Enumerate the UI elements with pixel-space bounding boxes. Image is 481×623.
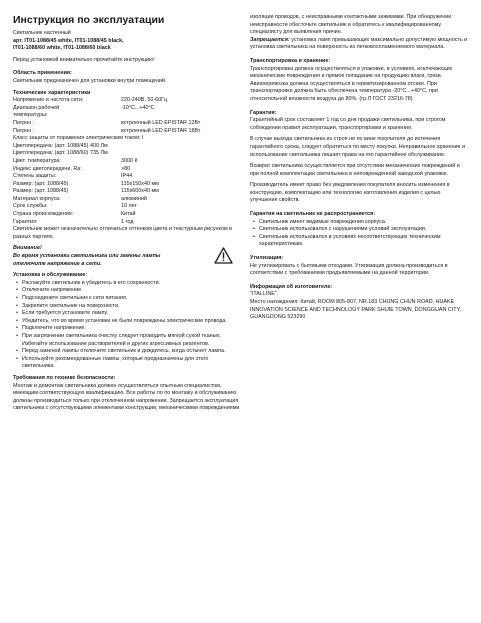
- spec-key: Гарантия:: [13, 218, 38, 225]
- scope-heading: Область применения:: [13, 70, 72, 77]
- spec-key: Степень защиты:: [13, 173, 57, 180]
- spec-row: [13, 173, 241, 181]
- product-articles-2: IT01-1088/60 white, IT01-1088/60 black: [13, 45, 111, 52]
- forbidden-body: установка ламп превышающих максимально допустимую мощность и установка светильника на поверхность из легковоспламеняемого материала.: [250, 36, 468, 51]
- forbidden-text: [250, 37, 468, 52]
- spec-row: [13, 203, 241, 211]
- warranty-heading: Гарантия:: [250, 109, 277, 116]
- spec-row: [13, 181, 241, 189]
- warranty-text-4: Производитель имеет право без уведомления покупателя вносить изменения в конструкцию, комплектацию или технологию изготовления изделия с целью улучшения свойств.: [250, 182, 450, 204]
- color-variation-note: Светильник может незначительно отличаться оттенком цвета и текстурным рисунком в разных партиях.: [13, 226, 233, 240]
- list-item: • Используйте рекомендованные лампы, которые предназначены для этого светильника.: [13, 356, 241, 371]
- list-item: • Убедитесь, что во время установки не были повреждены электрические провода.: [13, 318, 241, 326]
- product-type: Светильник настенный: [13, 30, 71, 36]
- list-item: • Закрепите светильник на поверхности.: [13, 303, 241, 311]
- no-warranty-heading: Гарантия на светильник не распространяется:: [250, 211, 376, 218]
- warning-text: Во время установки светильника или замены лампы отключите напряжение в сети.: [13, 253, 161, 267]
- install-list: [13, 280, 241, 371]
- disposal-heading: Утилизация:: [250, 255, 284, 262]
- specs-heading: Технические характеристики: [13, 89, 91, 96]
- spec-value: 115x150x40 мм: [121, 180, 159, 187]
- list-item: • Светильник использовался в условиях несоответствующих техническим характеристикам.: [250, 234, 468, 249]
- safety-heading: Требования по технике безопасности:: [13, 374, 116, 381]
- maker-address: Место нахождения: Китай, ROOM 805-807, NR.183 CHUNG CHUN ROAD, HUAKE INNOVATION SCIENCE AND TECHNOLOGY PARK SHIJIE TOWN, DONGGUAN CITY, GUANGDONG 523290: [250, 299, 461, 321]
- left-column: [13, 14, 241, 413]
- spec-row: [13, 196, 241, 204]
- spec-value: >80: [121, 165, 131, 172]
- warranty-text-2: В случае выхода светильника из строя не по вине покупателя до истечения гарантийного срока, следует обратиться по месту покупки. Неправильное хранение и использование светильника лишает права на его гарантийное обслуживание.: [250, 136, 466, 158]
- spec-row: [13, 211, 241, 219]
- flux-60: Цветопередача: (арт. 1088/60) 735 Лм: [13, 150, 108, 157]
- forbidden-label: Запрещается:: [250, 36, 290, 43]
- spec-value: Китай: [121, 211, 136, 218]
- maker-heading: Информация об изготовителе:: [250, 283, 333, 290]
- intro-text: Перед установкой внимательно прочитайте инструкцию!: [13, 56, 155, 63]
- spec-row: [13, 158, 241, 166]
- spec-value: алюминий: [121, 195, 147, 202]
- spec-key: Страна происхождения:: [13, 211, 74, 218]
- list-item: • Подключите напряжение.: [13, 325, 241, 333]
- safety-text-continued: изоляции проводов, с неисправными контактными зажимами. При обнаружении неисправности обесточьте светильник и обратитесь к квалифицированному специалисту для выявления причин.: [250, 14, 452, 36]
- spec-row: [13, 105, 241, 120]
- list-item: • Светильник использовался с нарушениями условий эксплуатации.: [250, 226, 468, 234]
- maker-name: "ITALLINE".: [250, 291, 279, 298]
- spec-value: 3000 К: [121, 157, 138, 164]
- warranty-text-3: Возврат светильника осуществляется при отсутствии механических повреждений и при полной комплектации светильника в неповрежденной заводской упаковке.: [250, 163, 460, 177]
- list-item: • Подсоедините светильник к сети питания.: [13, 295, 241, 303]
- spec-key: Размер: (арт. 1088/45): [13, 180, 69, 187]
- spec-value: встроенный LED EPISTAR 12Вт: [121, 119, 201, 126]
- product-articles-1: арт. IT01-1088/45 white, IT01-1088/45 black,: [13, 37, 124, 44]
- spec-value: 115x600x40 мм: [121, 188, 159, 195]
- spec-key: Патрон :: [13, 119, 35, 126]
- spec-key: Цвет. температура:: [13, 157, 62, 164]
- warranty-text-1: Гарантийный срок составляет 1 год со дня продажи светильника, при строгом соблюдении правил эксплуатации, транспортировки и хранения.: [250, 117, 446, 131]
- no-warranty-list: [250, 219, 468, 249]
- warning-triangle-icon: [208, 245, 233, 268]
- flux-45: Цветопередача: (арт. 1088/45) 400 Лм: [13, 142, 108, 149]
- spec-row: [13, 128, 241, 136]
- list-item: • При загрязнении светильника очистку следует проводить мягкой сухой тканью. Избегайте использование растворителей и других агрессивных реагентов.: [13, 333, 241, 348]
- spec-row: [13, 97, 241, 105]
- warning-block: [13, 245, 241, 268]
- spec-row: [13, 120, 241, 128]
- list-item: • Отключите напряжение.: [13, 287, 241, 295]
- spec-key: Диапазон рабочей температуры:: [13, 104, 60, 119]
- spec-key: Материал корпуса:: [13, 195, 61, 202]
- spec-value: 220-240В, 50-60Гц: [121, 97, 168, 104]
- protection-class: Класс защиты от поражения электрическим током: I: [13, 135, 144, 142]
- spec-key: Срок службы:: [13, 203, 48, 210]
- list-item: • Если требуется установите лампу.: [13, 310, 241, 318]
- spec-value: встроенный LED EPISTAR 18Вт: [121, 127, 201, 134]
- list-item: • Распакуйте светильник и убедитесь в его сохранности.: [13, 280, 241, 288]
- list-item: • Перед заменой лампы отключите светильник и дождитесь, когда остынет лампа.: [13, 348, 241, 356]
- spec-value: 10 лет: [121, 203, 137, 210]
- spec-key: Патрон :: [13, 127, 35, 134]
- spec-row: [13, 188, 241, 196]
- spec-value: -10°С...+40°С: [121, 104, 155, 111]
- spec-key: Индекс цветопередачи, Ra:: [13, 165, 82, 172]
- spec-value: IP44: [121, 173, 133, 180]
- list-item: • Светильник имеет видимые повреждения корпуса.: [250, 219, 468, 227]
- spec-row: [13, 219, 241, 227]
- safety-text: Монтаж и демонтаж светильника должен осуществляться опытным специалистом, имеющим соответствующую квалификацию. Все работы по по монтажу и обслуживанию должны производиться только при отключенном напряжении. Запрещается эксплуатация светильника с отсутствующими элементами конструкции, механическими повреждениями: [13, 382, 240, 412]
- spec-key: Размер: (арт. 1088/45): [13, 188, 69, 195]
- disposal-text: Не утилизировать с бытовыми отходами. Утилизация должна производиться в соответствии с требованиями предъявляемыми на данной территории.: [250, 262, 448, 277]
- scope-text: Светильник предназначен для установки внутри помещений.: [13, 77, 167, 84]
- spec-value: 1 год: [121, 218, 134, 225]
- warning-heading: Внимание!: [13, 245, 42, 252]
- transport-heading: Транспортировка и хранение:: [250, 57, 331, 64]
- transport-text: Транспортировка должна осуществляться в упаковке, в условиях, исключающих механические повреждения и прямое попадание на продукцию влаги, грязи. Авиаперевозка должна осуществляться в герметизированном отсеке. При транспортировке должна быть обеспечена температура -20°С...+40°С, при относительной влажности воздуха до 80%. (гр.Л ГОСТ 23216-78): [250, 65, 453, 102]
- right-column: [250, 14, 468, 322]
- spec-row: [13, 166, 241, 174]
- install-heading: Установка и обслуживание:: [13, 272, 88, 279]
- spec-key: Напряжение и частота сети:: [13, 97, 84, 104]
- page-title: Инструкция по эксплуатации: [13, 14, 165, 26]
